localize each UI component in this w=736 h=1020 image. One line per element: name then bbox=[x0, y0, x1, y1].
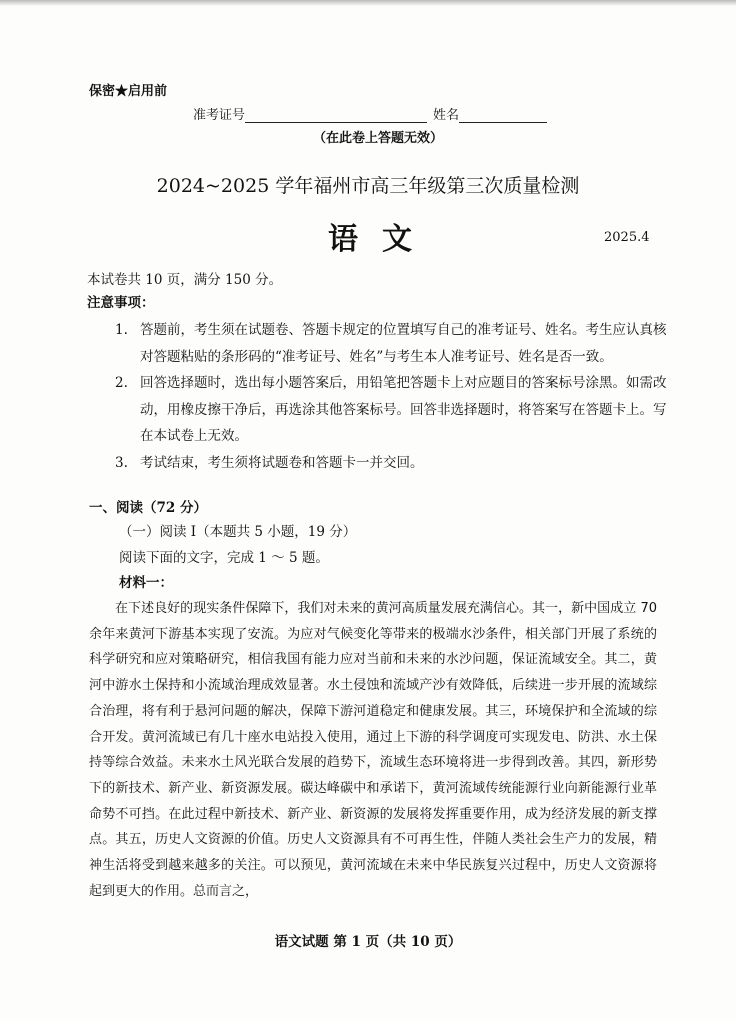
candidate-number-blank bbox=[245, 108, 427, 123]
candidate-info-line bbox=[193, 104, 547, 123]
section-heading: 一、阅读（72 分） bbox=[89, 500, 207, 516]
reading-instruction: 阅读下面的文字，完成 1 ～ 5 题。 bbox=[119, 550, 329, 566]
exam-date: 2025.4 bbox=[604, 230, 650, 245]
reading-passage: 在下述良好的现实条件保障下，我们对未来的黄河高质量发展充满信心。其一，新中国成立 70 余年来黄河下游基本实现了安流。为应对气候变化等带来的极端水沙条件，相关部门开展了系统的科学研究和应对策略研究，相信我国有能力应对当前和未来的水沙问题，保证流域安全。其二，黄河中游水土保持和小流域治理成效显著。水土侵蚀和流域产沙有效降低，后续进一步开展的流域综合治理，将有利于悬河问题的解决，保障下游河道稳定和健康发展。其三，环境保护和全流域的综合开发。黄河流域已有几十座水电站投入使用，通过上下游的科学调度可实现发电、防洪、水土保持等综合效益。未来水土风光联合发展的趋势下，流域生态环境将进一步得到改善。其四，新形势下的新技术、新产业、新资源发展。碳达峰碳中和承诺下，黄河流域传统能源行业向新能源行业革命势不可挡。在此过程中新技术、新产业、新资源的发展将发挥重要作用，成为经济发展的新支撑点。其五，历史人文资源的价值。历史人文资源具有不可再生性，伴随人类社会生产力的发展，精神生活将受到越来越多的关注。可以预见，黄河流域在未来中华民族复兴过程中，历史人文资源将起到更大的作用。总而言之， bbox=[89, 601, 657, 899]
notice-text: 答题前，考生须在试题卷、答题卡规定的位置填写自己的准考证号、姓名。考生应认真核对答题粘贴的条形码的“准考证号、姓名”与考生本人准考证号、姓名是否一致。 bbox=[140, 322, 667, 365]
exam-title: 2024~2025 学年福州市高三年级第三次质量检测 bbox=[156, 175, 580, 197]
subject-title: 语文 bbox=[328, 222, 436, 257]
material-label: 材料一： bbox=[119, 575, 173, 591]
notice-number: 3. bbox=[115, 454, 128, 471]
notice-heading: 注意事项： bbox=[87, 295, 155, 311]
notice-text: 考试结束，考生须将试题卷和答题卡一并交回。 bbox=[140, 454, 424, 471]
notice-number: 1. bbox=[115, 322, 128, 338]
exam-intro: 本试卷共 10 页，满分 150 分。 bbox=[87, 272, 283, 288]
notice-item bbox=[115, 450, 670, 477]
name-blank bbox=[459, 108, 547, 123]
scan-edge bbox=[0, 0, 736, 6]
confidential-mark: 保密★启用前 bbox=[89, 84, 168, 99]
subsection-heading: （一）阅读 I（本题共 5 小题，19 分） bbox=[119, 524, 357, 540]
notice-list bbox=[115, 317, 670, 476]
notice-item bbox=[115, 317, 670, 370]
notice-number: 2. bbox=[115, 375, 128, 391]
page-footer: 语文试题 第 1 页（共 10 页） bbox=[274, 934, 462, 950]
notice-text: 回答选择题时，选出每小题答案后，用铅笔把答题卡上对应题目的答案标号涂黑。如需改动，用橡皮擦干净后，再选涂其他答案标号。回答非选择题时，将答案写在答题卡上。写在本试卷上无效。 bbox=[140, 375, 667, 444]
name-label: 姓名 bbox=[433, 108, 460, 123]
candidate-number-label: 准考证号 bbox=[193, 108, 246, 123]
notice-item bbox=[115, 370, 670, 450]
invalid-note: （在此卷上答题无效） bbox=[312, 131, 443, 146]
